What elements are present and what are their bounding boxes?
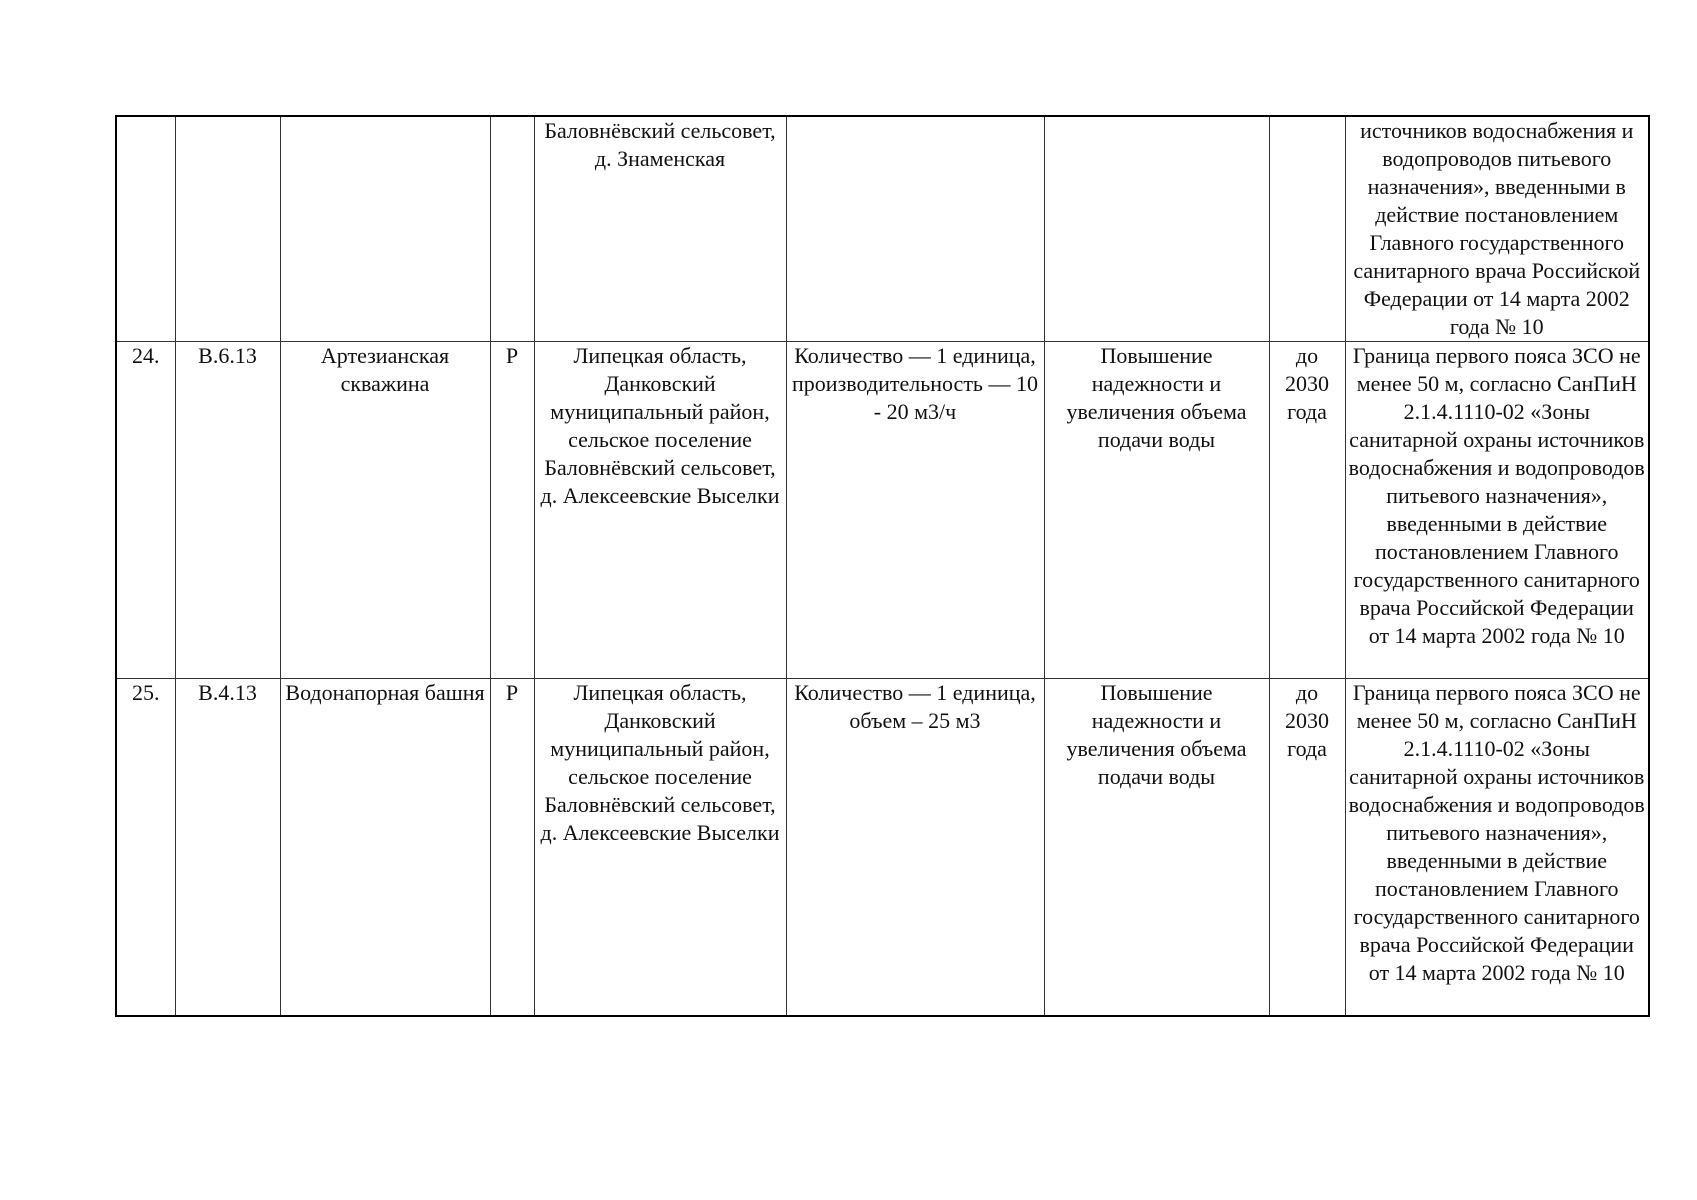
cell-purpose: Повышение надежности и увеличения объема подачи воды <box>1044 679 1269 1017</box>
table-row <box>116 116 1649 342</box>
cell-characteristics <box>786 116 1044 342</box>
cell-code <box>175 116 280 342</box>
cell-code: В.4.13 <box>175 679 280 1017</box>
cell-location: Липецкая область, Данковский муниципальный район, сельское поселение Баловнёвский сельсовет, д. Алексеевские Выселки <box>534 342 786 679</box>
cell-purpose: Повышение надежности и увеличения объема подачи воды <box>1044 342 1269 679</box>
cell-name: Водонапорная башня <box>280 679 490 1017</box>
cell-number: 25. <box>116 679 175 1017</box>
cell-location: Баловнёвский сельсовет, д. Знаменская <box>534 116 786 342</box>
cell-protection-zone: Граница первого пояса ЗСО не менее 50 м, согласно СанПиН 2.1.4.1110-02 «Зоны санитарной охраны источников водоснабжения и водопроводов питьевого назначения», введенными в действие постановлением Главного государственного санитарного врача Российской Федерации от 14 марта 2002 года № 10 <box>1345 342 1649 679</box>
cell-name <box>280 116 490 342</box>
cell-purpose <box>1044 116 1269 342</box>
cell-deadline: до 2030 года <box>1269 342 1345 679</box>
cell-status: Р <box>490 342 534 679</box>
table-row <box>116 679 1649 1017</box>
cell-number <box>116 116 175 342</box>
table-row <box>116 342 1649 679</box>
cell-protection-zone: Граница первого пояса ЗСО не менее 50 м, согласно СанПиН 2.1.4.1110-02 «Зоны санитарной охраны источников водоснабжения и водопроводов питьевого назначения», введенными в действие постановлением Главного государственного санитарного врача Российской Федерации от 14 марта 2002 года № 10 <box>1345 679 1649 1017</box>
cell-number: 24. <box>116 342 175 679</box>
cell-characteristics: Количество — 1 единица, объем – 25 м3 <box>786 679 1044 1017</box>
cell-name: Артезианская скважина <box>280 342 490 679</box>
cell-code: В.6.13 <box>175 342 280 679</box>
cell-deadline <box>1269 116 1345 342</box>
cell-status: Р <box>490 679 534 1017</box>
cell-characteristics: Количество — 1 единица, производительность — 10 - 20 м3/ч <box>786 342 1044 679</box>
cell-location: Липецкая область, Данковский муниципальный район, сельское поселение Баловнёвский сельсовет, д. Алексеевские Выселки <box>534 679 786 1017</box>
cell-deadline: до 2030 года <box>1269 679 1345 1017</box>
cell-protection-zone: источников водоснабжения и водопроводов питьевого назначения», введенными в действие постановлением Главного государственного санитарного врача Российской Федерации от 14 марта 2002 года № 10 <box>1345 116 1649 342</box>
objects-table <box>115 115 1650 1017</box>
cell-status <box>490 116 534 342</box>
